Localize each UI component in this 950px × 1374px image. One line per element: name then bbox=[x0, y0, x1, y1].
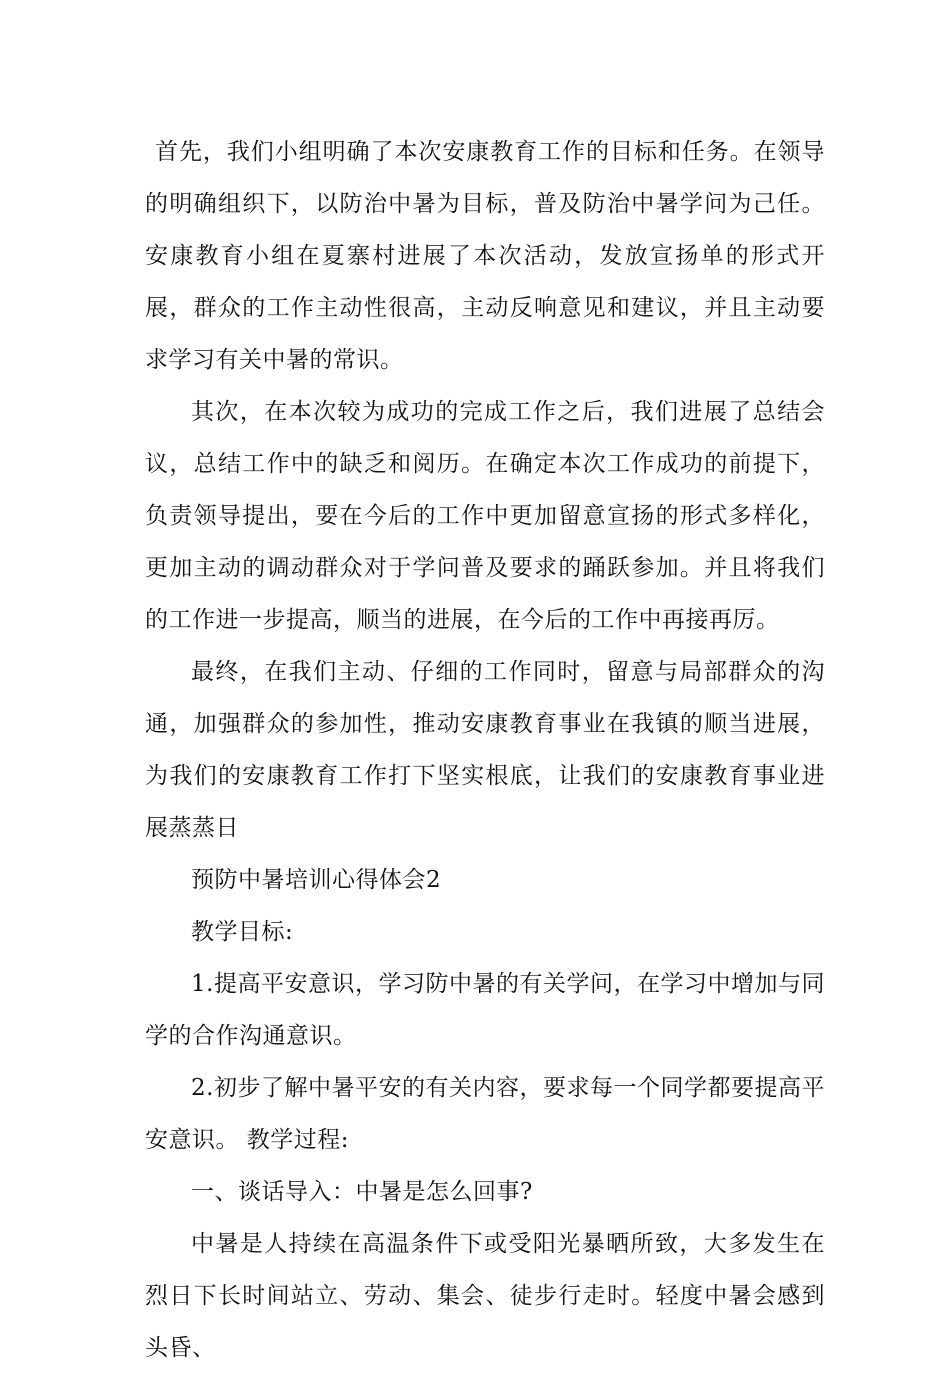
section-title: 预防中暑培训心得体会2 bbox=[191, 867, 442, 893]
paragraph-third: 最终，在我们主动、仔细的工作同时，留意与局部群众的沟通，加强群众的参加性，推动安康教育事业在我镇的顺当进展，为我们的安康教育工作打下坚实根底，让我们的安康教育事业进展蒸蒸日 bbox=[145, 659, 825, 841]
paragraph-second: 其次，在本次较为成功的完成工作之后，我们进展了总结会议，总结工作中的缺乏和阅历。在确定本次工作成功的前提下，负责领导提出，要在今后的工作中更加留意宣扬的形式多样化，更加主动的调动群众对于学问普及要求的踊跃参加。并且将我们的工作进一步提高，顺当的进展，在今后的工作中再接再厉。 bbox=[145, 399, 825, 633]
step-1-text: 中暑是人持续在高温条件下或受阳光暴晒所致，大多发生在烈日下长时间站立、劳动、集会、徒步行走时。轻度中暑会感到头昏、 bbox=[145, 1231, 825, 1361]
step-1-title: 一、谈话导入：中暑是怎么回事? bbox=[191, 1179, 533, 1205]
document-body bbox=[145, 126, 825, 1374]
objective-item-1: 1.提高平安意识，学习防中暑的有关学问，在学习中增加与同学的合作沟通意识。 bbox=[145, 971, 825, 1049]
objective-item-2: 2.初步了解中暑平安的有关内容，要求每一个同学都要提高平安意识。 教学过程: bbox=[145, 1075, 825, 1153]
objectives-label: 教学目标: bbox=[191, 919, 294, 945]
paragraph-first: 首先，我们小组明确了本次安康教育工作的目标和任务。在领导的明确组织下，以防治中暑为目标，普及防治中暑学问为己任。安康教育小组在夏寨村进展了本次活动，发放宣扬单的形式开展，群众的工作主动性很高，主动反响意见和建议，并且主动要求学习有关中暑的常识。 bbox=[145, 139, 825, 373]
